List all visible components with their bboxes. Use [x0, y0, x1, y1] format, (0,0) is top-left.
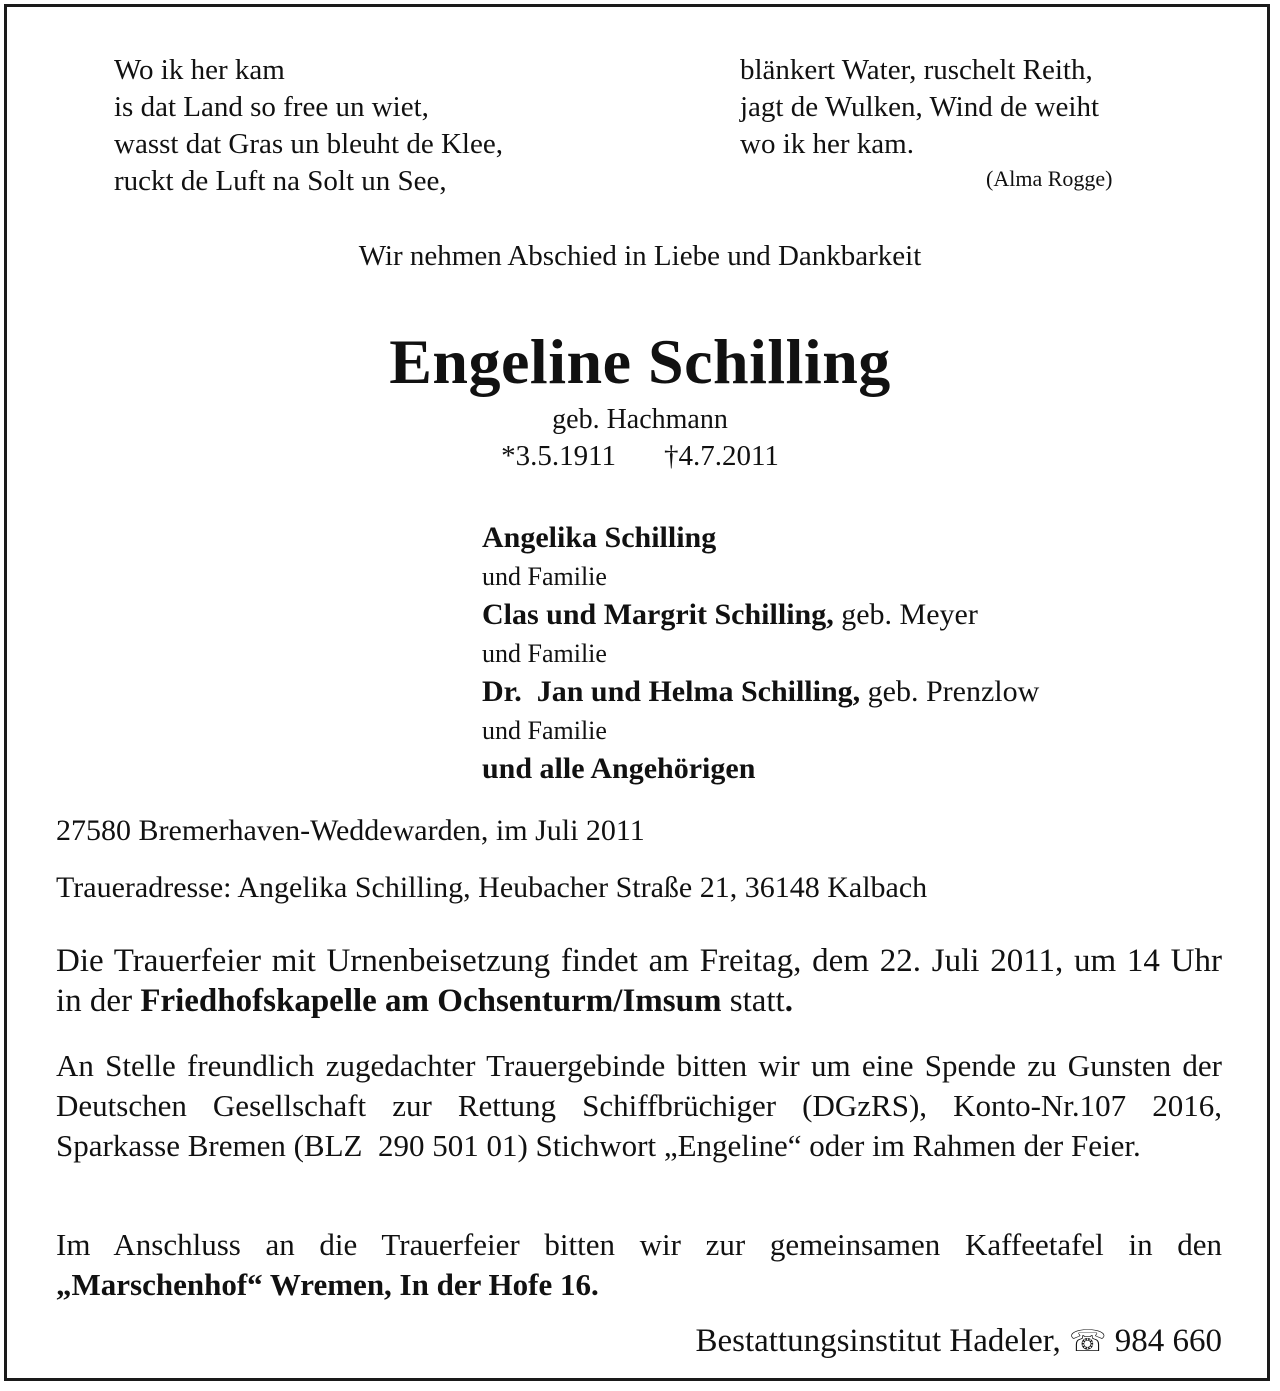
mourner-entry	[482, 750, 1039, 789]
mourner-name: und Familie	[482, 561, 607, 591]
mourner-entry	[482, 519, 1039, 558]
ceremony-text: Die Trauerfeier mit Urnenbeisetzung findet am Freitag, dem 22. Juli 2011, um 14 Uhr in der	[56, 943, 1222, 1019]
donation-paragraph: An Stelle freundlich zugedachter Trauergebinde bitten wir um eine Spende zu Gunsten der Deutschen Gesellschaft zur Rettung Schiffbrüchiger (DGzRS), Konto-Nr.107 2016, Sparkasse Bremen (BLZ 290 501 01) Stichwort „Engeline“ oder im Rahmen der Feier.	[56, 1048, 1230, 1163]
mourner-name: und Familie	[482, 638, 607, 668]
reception-text: Im Anschluss an die Trauerfeier bitten wir zur gemeinsamen Kaffeetafel in den	[56, 1227, 1222, 1262]
mourner-name: Dr. Jan und Helma Schilling,	[482, 675, 861, 708]
mourner-name: und alle Angehörigen	[482, 752, 756, 785]
poem-line: ruckt de Luft na Solt un See,	[114, 165, 447, 197]
reception-paragraph	[56, 1225, 1222, 1305]
mourners-list	[482, 519, 1039, 789]
life-dates	[0, 440, 1280, 473]
ceremony-text-end: statt	[721, 983, 785, 1019]
funeral-home-line	[695, 1323, 1222, 1360]
funeral-home-name: Bestattungsinstitut Hadeler,	[695, 1323, 1061, 1359]
poem-right-stanza	[740, 52, 1099, 163]
mourner-family	[482, 558, 1039, 597]
maiden-name: geb. Hachmann	[552, 404, 728, 435]
phone-icon: ☏	[1068, 1324, 1107, 1359]
funeral-home-phone: 984 660	[1114, 1323, 1222, 1359]
poem-line: is dat Land so free un wiet,	[114, 91, 429, 123]
poem-left-stanza	[114, 52, 503, 200]
poem-line: wasst dat Gras un bleuht de Klee,	[114, 128, 503, 160]
place-date: 27580 Bremerhaven-Weddewarden, im Juli 2011	[56, 814, 645, 847]
death-date: †4.7.2011	[664, 440, 779, 472]
mourner-name: Clas und Margrit Schilling,	[482, 598, 834, 631]
mourner-entry	[482, 596, 1039, 635]
poem-line: Wo ik her kam	[114, 54, 285, 86]
mourner-maiden-name: geb. Prenzlow	[860, 675, 1040, 708]
mourner-name: und Familie	[482, 715, 607, 745]
deceased-name: Engeline Schilling	[389, 326, 891, 397]
poem-line: wo ik her kam.	[740, 128, 914, 160]
ceremony-location: Friedhofskapelle am Ochsenturm/Imsum	[140, 983, 722, 1019]
poem-line: jagt de Wulken, Wind de weiht	[740, 91, 1100, 123]
farewell-line: Wir nehmen Abschied in Liebe und Dankbarkeit	[358, 240, 922, 272]
mourner-name: Angelika Schilling	[482, 521, 717, 554]
poem-author: (Alma Rogge)	[986, 166, 1113, 191]
ceremony-period: .	[784, 983, 793, 1019]
mourning-address: Traueradresse: Angelika Schilling, Heubacher Straße 21, 36148 Kalbach	[56, 871, 928, 904]
mourner-maiden-name: geb. Meyer	[833, 598, 978, 631]
poem-line: blänkert Water, ruschelt Reith,	[740, 54, 1093, 86]
mourner-family	[482, 635, 1039, 674]
reception-venue: „Marschenhof“ Wremen, In der Hofe 16.	[56, 1267, 599, 1302]
birth-date: *3.5.1911	[501, 440, 616, 472]
ceremony-paragraph	[56, 941, 1222, 1021]
mourner-entry	[482, 673, 1039, 712]
mourner-family	[482, 712, 1039, 751]
